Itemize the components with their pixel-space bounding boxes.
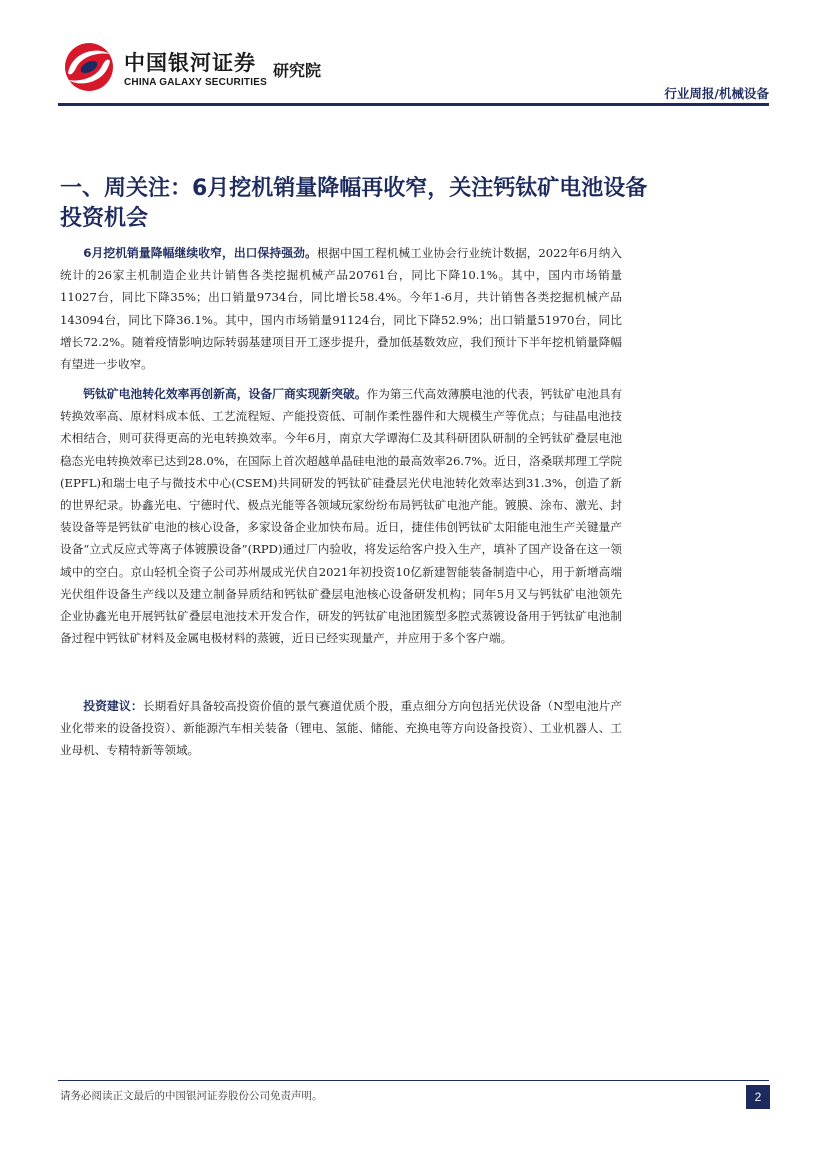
paragraph-lead: 6月挖机销量降幅继续收窄，出口保持强劲。 — [83, 246, 317, 260]
paragraph-body: 长期看好具备较高投资价值的景气赛道优质个股，重点细分方向包括光伏设备（N型电池片产业化带来的设备投资）、新能源汽车相关装备（锂电、氢能、储能、充换电等方向设备投资）、工业机器人、工业母机、专精特新等领域。 — [60, 699, 622, 758]
paragraph-perovskite-battery — [60, 383, 622, 649]
brand-name-chinese: 中国银河证券 — [124, 51, 256, 75]
report-type-label: 行业周报/机械设备 — [664, 86, 769, 101]
page-number: 2 — [746, 1085, 770, 1109]
section-title: 一、周关注：6月挖机销量降幅再收窄，关注钙钛矿电池设备投资机会 — [60, 176, 648, 231]
footer-disclaimer: 请务必阅读正文最后的中国银河证券股份公司免责声明。 — [60, 1090, 323, 1102]
footer-divider — [58, 1080, 769, 1081]
paragraph-body: 根据中国工程机械工业协会行业统计数据，2022年6月纳入统计的26家主机制造企业共计销售各类挖掘机械产品20761台，同比下降10.1%。其中，国内市场销量11027台，同比下降35%；出口销量9734台，同比增长58.4%。今年1-6月，共计销售各类挖掘机械产品143094台，同比下降36.1%。其中，国内市场销量91124台，同比下降52.9%；出口销量51970台，同比增长72.2%。随着疫情影响边际转弱基建项目开工逐步提升，叠加低基数效应，我们预计下半年挖机销量降幅有望进一步收窄。 — [60, 246, 622, 372]
galaxy-logo-icon — [58, 40, 120, 94]
brand-name-english: CHINA GALAXY SECURITIES — [124, 77, 267, 88]
paragraph-excavator-sales — [60, 242, 622, 375]
header-divider — [58, 103, 769, 106]
brand-institute: 研究院 — [273, 61, 322, 80]
paragraph-lead: 钙钛矿电池转化效率再创新高，设备厂商实现新突破。 — [83, 387, 367, 401]
paragraph-body: 作为第三代高效薄膜电池的代表，钙钛矿电池具有转换效率高、原材料成本低、工艺流程短、产能投资低、可制作柔性器件和大规模生产等优点；与硅晶电池技术相结合，则可获得更高的光电转换效率。今年6月，南京大学谭海仁及其科研团队研制的全钙钛矿叠层电池稳态光电转换效率已达到28.0%，在国际上首次超越单晶硅电池的最高效率26.7%。近日，洛桑联邦理工学院(EPFL)和瑞士电子与微技术中心(CSEM)共同研发的钙钛矿硅叠层光伏电池转化效率达到31.3%，创造了新的世界纪录。协鑫光电、宁德时代、极点光能等各领域玩家纷纷布局钙钛矿电池产能。镀膜、涂布、激光、封装设备等是钙钛矿电池的核心设备，多家设备企业加快布局。近日，捷佳伟创钙钛矿太阳能电池生产关键量产设备“立式反应式等离子体镀膜设备”(RPD)通过厂内验收，将发运给客户投入生产，填补了国产设备在这一领域中的空白。京山轻机全资子公司苏州晟成光伏自2021年初投资10亿新建智能装备制造中心，用于新增高端光伏组件设备生产线以及建立制备异质结和钙钛矿叠层电池核心设备研发机构；同年5月又与钙钛矿电池领先企业协鑫光电开展钙钛矿叠层电池技术开发合作，研发的钙钛矿电池团簇型多腔式蒸镀设备用于钙钛矿电池制备过程中钙钛矿材料及金属电极材料的蒸镀，近日已经实现量产，并应用于多个客户端。 — [60, 387, 622, 646]
paragraph-investment-advice — [60, 695, 622, 762]
paragraph-lead: 投资建议： — [83, 699, 143, 713]
